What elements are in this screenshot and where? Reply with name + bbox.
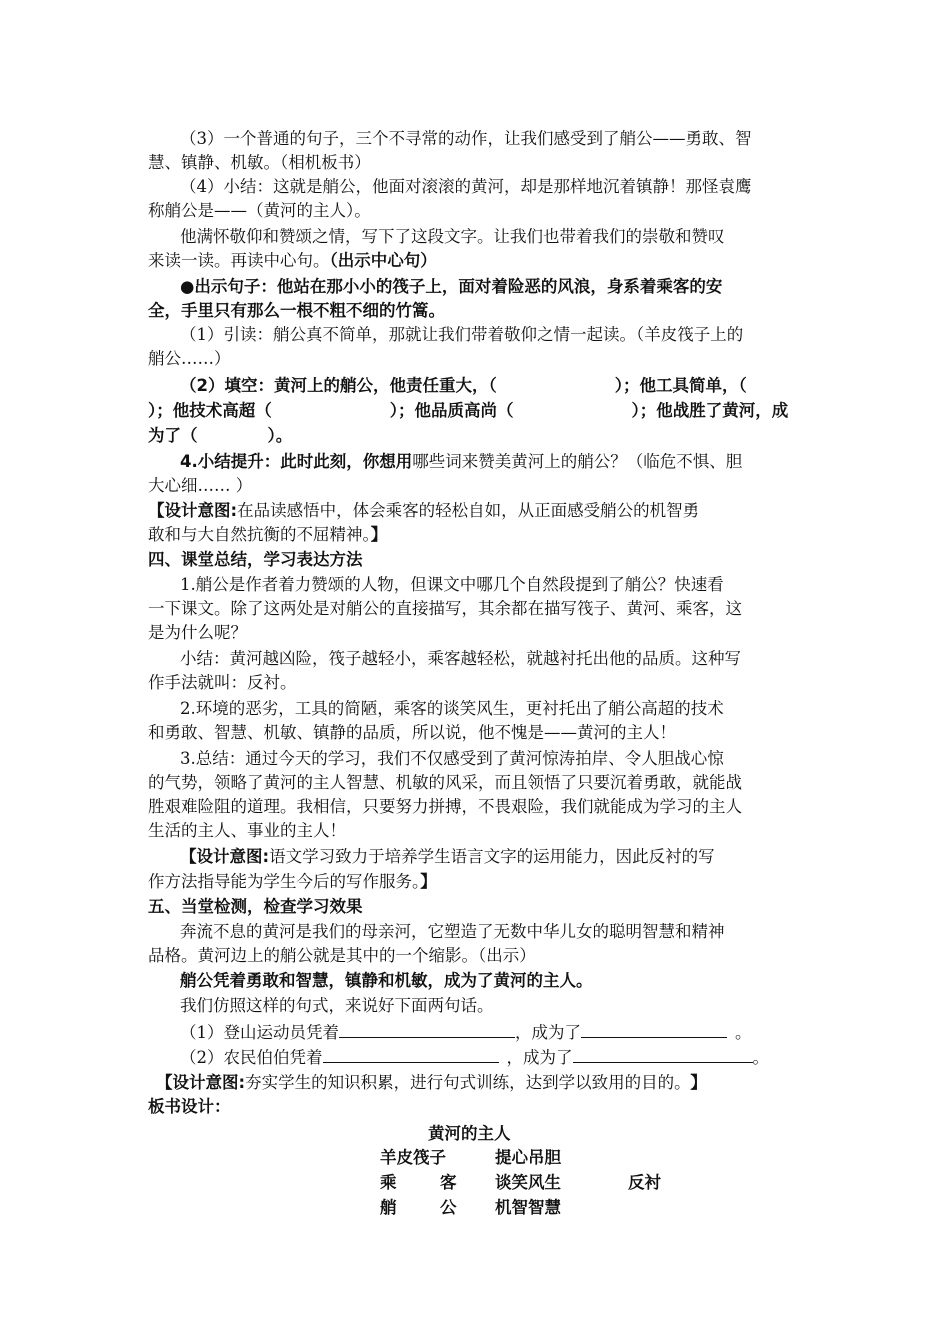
s4-p4-line-1: 3.总结：通过今天的学习，我们不仅感受到了黄河惊涛拍岸、令人胆战心惊 [180,749,724,768]
board-title: 黄河的主人 [428,1124,511,1143]
design-intent-1-text-1: 在品读感悟中，体会乘客的轻松自如，从正面感受艄公的机智勇 [237,501,700,520]
s4-p1-line-2: 一下课文。除了这两处是对艄公的直接描写，其余都在描写筏子、黄河、乘客，这 [148,599,742,618]
fill-text-4: ）；他品质高尚（ [389,401,514,420]
exercise-2-text-c: 。 [752,1048,769,1067]
s4-p2-line-2: 作手法就叫：反衬。 [148,673,297,692]
design-intent-3 [156,1072,826,1094]
fill-text-5: ）；他战胜了黄河，成 [631,401,789,420]
design-intent-2-line-2 [148,871,818,893]
fill-text-2: ）；他工具简单，（ [614,376,747,395]
paragraph-4-line-1: （4）小结：这就是艄公，他面对滚滚的黄河，却是那样地沉着镇静！那怪袁鹰 [180,177,752,196]
exercise-1-blank-2[interactable] [581,1021,727,1038]
board-row1-right: 提心吊胆 [495,1148,561,1167]
design-intent-close: 】 [370,525,388,544]
fill-line-3 [148,425,818,447]
board-row3-left-a: 艄 [380,1198,397,1217]
board-row2-right: 谈笑风生 [495,1173,561,1192]
paragraph-3-line-2: 慧、镇静、机敏。（相机板书） [148,153,371,172]
design-intent-close: 】 [420,872,437,891]
exercise-2-text-b: ，成为了 [506,1048,573,1067]
board-row2-tag: 反衬 [628,1173,661,1192]
paragraph-5-line-1: 他满怀敬仰和赞颂之情，写下了这段文字。让我们也带着我们的崇敬和赞叹 [180,227,725,246]
design-intent-close: 】 [690,1073,707,1092]
paragraph-3-line-1: （3）一个普通的句子，三个不寻常的动作，让我们感受到了艄公——勇敢、智 [180,129,752,148]
design-intent-label: 【设计意图: [156,1073,246,1092]
lead-read-line-2: 艄公……） [148,349,231,368]
fill-text-1: （2）填空：黄河上的艄公，他责任重大，（ [180,376,497,395]
board-row2-left-a: 乘 [380,1173,397,1192]
section-5-heading: 五、当堂检测，检查学习效果 [148,897,363,916]
exercise-2-blank-2[interactable] [573,1046,753,1063]
paragraph-4-line-2: 称艄公是——（黄河的主人）。 [148,201,371,220]
design-intent-2-line-1 [180,846,850,868]
fill-text-6: 为了（ [148,426,198,445]
fill-line-2 [148,400,818,422]
s4-p2-line-1: 小结：黄河越凶险，筏子越轻小，乘客越轻松，就越衬托出他的品质。这种写 [180,649,741,668]
design-intent-label: 【设计意图: [180,847,270,866]
s4-p4-line-3: 胜艰难险阻的道理。我相信，只要努力拼搏，不畏艰险，我们就能成为学习的主人 [148,797,742,816]
s4-p3-line-1: 2.环境的恶劣，工具的简陋，乘客的谈笑风生，更衬托出了艄公高超的技术 [180,699,724,718]
fill-line-1 [180,375,850,397]
exercise-1-blank-1[interactable] [339,1021,515,1038]
summary-4-line-1 [180,451,850,473]
lead-read-line-1: （1）引读：艄公真不简单，那就让我们带着敬仰之情一起读。（羊皮筏子上的 [180,325,744,344]
s4-p4-line-4: 生活的主人、事业的主人！ [148,821,346,840]
paragraph-5-text: 来读一读。再读中心句。 [148,251,330,270]
paragraph-5-line-2 [148,250,818,272]
exercise-1-text-b: ，成为了 [515,1023,581,1042]
show-central-sentence: （出示中心句） [329,251,437,270]
board-row2-left-b: 客 [440,1173,457,1192]
show-sentence-line-2: 全，手里只有那么一根不粗不细的竹篙。 [148,301,445,320]
design-intent-label: 【设计意图: [148,501,238,520]
design-intent-2-text-2: 作方法指导能为学生今后的写作服务。 [148,872,421,891]
design-intent-3-text: 夯实学生的知识积累，进行句式训练，达到学以致用的目的。 [245,1073,683,1092]
exercise-2-text-a: （2）农民伯伯凭着 [180,1048,323,1067]
design-intent-2-text-1: 语文学习致力于培养学生语言文字的运用能力，因此反衬的写 [269,847,715,866]
board-design-label: 板书设计： [148,1097,231,1116]
summary-4-bold: 4.小结提升：此时此刻，你想用 [180,452,413,471]
board-row1-left: 羊皮筏子 [380,1148,446,1167]
fill-text-7: ）。 [267,426,293,445]
exercise-1-text-a: （1）登山运动员凭着 [180,1023,339,1042]
s4-p1-line-3: 是为什么呢？ [148,623,247,642]
exercise-1-text-c: 。 [735,1023,752,1042]
s4-p4-line-2: 的气势，领略了黄河的主人智慧、机敏的风采，而且领悟了只要沉着勇敢，就能战 [148,773,742,792]
summary-4-text: 哪些词来赞美黄河上的艄公？（临危不惧、胆 [412,452,743,471]
board-row3-right: 机智智慧 [495,1198,561,1217]
design-intent-1-line-2 [148,524,818,546]
s5-p1-line-2: 品格。黄河边上的艄公就是其中的一个缩影。（出示） [148,946,536,965]
s5-p1-line-1: 奔流不息的黄河是我们的母亲河，它塑造了无数中华儿女的聪明智慧和精神 [180,922,725,941]
s4-p3-line-2: 和勇敢、智慧、机敏、镇静的品质，所以说，他不愧是——黄河的主人！ [148,723,676,742]
board-row3-left-b: 公 [440,1198,457,1217]
design-intent-1-text-2: 敢和与大自然抗衡的不屈精神。 [148,525,371,544]
exercise-2-blank-1[interactable] [323,1046,499,1063]
exercise-2 [180,1046,850,1069]
design-intent-1-line-1 [148,500,818,522]
s4-p1-line-1: 1.艄公是作者着力赞颂的人物，但课文中哪几个自然段提到了艄公？快速看 [180,575,724,594]
fill-text-3: ）；他技术高超（ [148,401,272,420]
summary-4-line-2: 大心细…… ） [148,476,253,495]
show-sentence-line-1: ●出示句子：他站在那小小的筏子上，面对着险恶的风浪，身系着乘客的安 [180,277,723,296]
s5-model-sentence: 艄公凭着勇敢和智慧，镇静和机敏，成为了黄河的主人。 [180,971,593,990]
s5-intro: 我们仿照这样的句式，来说好下面两句话。 [180,996,494,1015]
section-4-heading: 四、课堂总结，学习表达方法 [148,550,363,569]
exercise-1 [180,1021,850,1044]
